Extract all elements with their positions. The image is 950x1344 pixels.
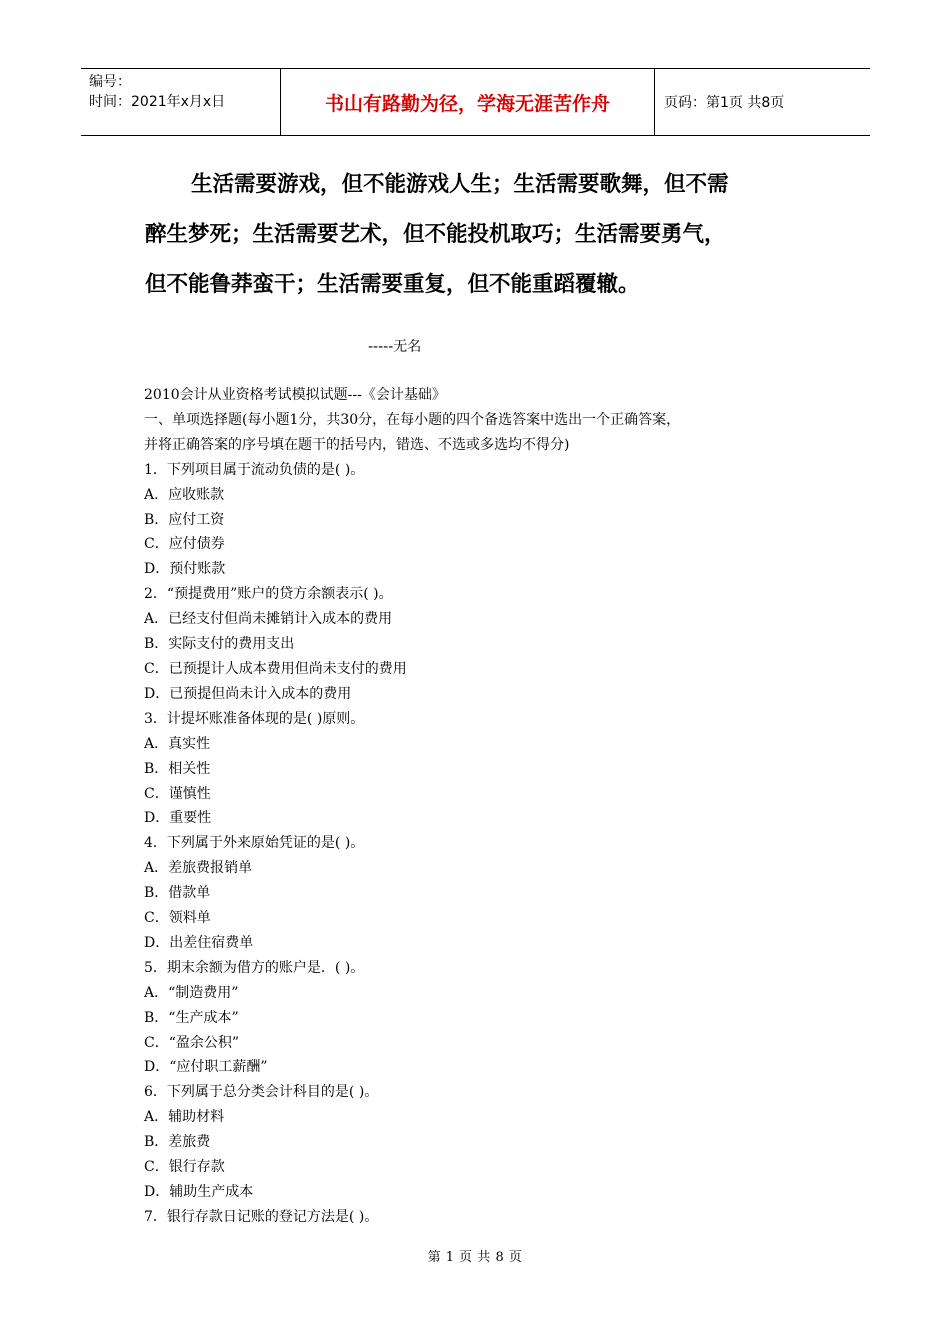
content-line: C．谨慎性 <box>144 785 211 802</box>
content-line: 4．下列属于外来原始凭证的是( )。 <box>144 835 365 852</box>
content-line: B．实际支付的费用支出 <box>144 636 295 653</box>
content-line: D．重要性 <box>144 810 212 827</box>
date-label: 时间：2021年x月x日 <box>89 94 226 110</box>
content-line: B．借款单 <box>144 885 211 902</box>
document-header <box>81 68 870 136</box>
content-line: A．差旅费报销单 <box>144 860 253 877</box>
content-line: C．领料单 <box>144 910 211 927</box>
content-line: B．“生产成本” <box>144 1009 239 1026</box>
content-line: D．“应付职工薪酬” <box>144 1059 268 1076</box>
exam-content <box>144 383 814 1230</box>
page-footer: 第 1 页 共 8 页 <box>427 1250 523 1265</box>
content-line: A．真实性 <box>144 735 211 752</box>
header-slogan: 书山有路勤为径，学海无涯苦作舟 <box>281 69 655 135</box>
content-line: C．已预提计人成本费用但尚未支付的费用 <box>144 660 407 677</box>
motto-line: 醉生梦死；生活需要艺术，但不能投机取巧；生活需要勇气， <box>145 222 726 247</box>
content-line: B．差旅费 <box>144 1134 211 1151</box>
content-line: B．相关性 <box>144 760 211 777</box>
content-line: 2．“预提费用”账户的贷方余额表示( )。 <box>144 586 393 603</box>
motto-author: -----无名 <box>368 339 422 355</box>
content-line: 1．下列项目属于流动负债的是( )。 <box>144 461 365 478</box>
content-line: 并将正确答案的序号填在题干的括号内，错选、不选或多选均不得分) <box>144 436 570 453</box>
content-line: 6．下列属于总分类会计科目的是( )。 <box>144 1084 379 1101</box>
number-label: 编号： <box>89 74 131 90</box>
content-line: D．已预提但尚未计入成本的费用 <box>144 685 352 702</box>
content-line: C．应付债券 <box>144 536 225 553</box>
motto-line: 但不能鲁莽蛮干；生活需要重复，但不能重蹈覆辙。 <box>145 272 640 297</box>
content-line: 7．银行存款日记账的登记方法是( )。 <box>144 1208 379 1225</box>
content-line: 一、单项选择题(每小题1分，共30分，在每小题的四个备选答案中选出一个正确答案， <box>144 411 681 428</box>
motto-line: 生活需要游戏，但不能游戏人生；生活需要歌舞，但不需 <box>191 172 729 197</box>
content-line: C．银行存款 <box>144 1159 225 1176</box>
header-meta-cell <box>81 69 281 135</box>
content-line: 3．计提坏账准备体现的是( )原则。 <box>144 710 365 727</box>
motto-paragraph <box>145 160 805 310</box>
content-line: B．应付工资 <box>144 511 225 528</box>
content-line: D．出差住宿费单 <box>144 934 254 951</box>
content-line: A．应收账款 <box>144 486 225 503</box>
content-line: A．辅助材料 <box>144 1109 225 1126</box>
content-line: 2010会计从业资格考试模拟试题---《会计基础》 <box>144 387 446 403</box>
header-page-info: 页码：第1页 共8页 <box>664 95 785 111</box>
content-line: D．预付账款 <box>144 561 226 578</box>
content-line: 5．期末余额为借方的账户是．( )。 <box>144 959 365 976</box>
content-line: A．“制造费用” <box>144 984 239 1001</box>
content-line: A．已经支付但尚未摊销计入成本的费用 <box>144 611 393 628</box>
content-line: D．辅助生产成本 <box>144 1184 254 1200</box>
content-line: C．“盈余公积” <box>144 1034 240 1051</box>
